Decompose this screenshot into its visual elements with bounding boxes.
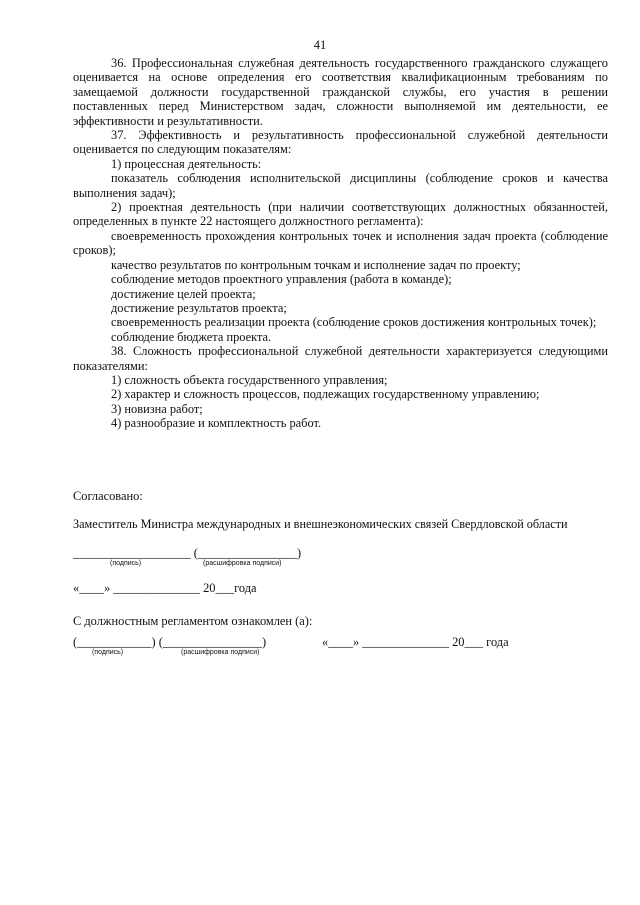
approver-position: Заместитель Министра международных и внешнеэкономических связей Свердловской области (73, 517, 568, 531)
paragraph: 36. Профессиональная служебная деятельность государственного гражданского служащего оценивается на основе определения его соответствия квалификационным требованиям по замещаемой должности государственной гражданской службы, его участия в решении поставленных перед Министерством задач, сложности выполняемой им деятельности, ее эффективности и результативности. (73, 56, 608, 128)
approver-sign-line: ___________________ (________________) (73, 546, 302, 560)
paragraph: своевременность прохождения контрольных точек и исполнения задач проекта (соблюдение сроков); (73, 228, 608, 258)
paragraph: качество результатов по контрольным точкам и исполнение задач по проекту; (111, 257, 521, 272)
document-body (73, 56, 608, 431)
paragraph: достижение результатов проекта; (111, 300, 287, 315)
paragraph: соблюдение бюджета проекта. (111, 329, 272, 344)
approver-decode-caption: (расшифровка подписи) (203, 560, 282, 567)
paragraph: 1) сложность объекта государственного управления; (111, 372, 388, 387)
acquainted-sign-line: (____________) (________________) (73, 635, 267, 649)
page-number: 41 (313, 38, 327, 52)
paragraph: 4) разнообразие и комплектность работ. (111, 416, 322, 431)
acquainted-sign-caption: (подпись) (92, 649, 124, 656)
acquainted-date-line: «____» ______________ 20___ года (322, 635, 509, 649)
paragraph: показатель соблюдения исполнительской дисциплины (соблюдение сроков и качества выполнения задач); (73, 171, 608, 200)
approver-sign-caption: (подпись) (110, 560, 142, 567)
paragraph: 38. Сложность профессиональной служебной деятельности характеризуется следующими показателями: (73, 344, 608, 373)
paragraph: 2) характер и сложность процессов, подлежащих государственному управлению; (111, 387, 540, 402)
paragraph: соблюдение методов проектного управления (работа в команде); (111, 272, 452, 287)
paragraph: 2) проектная деятельность (при наличии соответствующих должностных обязанностей, определенных в пункте 22 настоящего должностного регламента): (73, 200, 608, 229)
paragraph: 3) новизна работ; (111, 401, 203, 416)
acquainted-label: С должностным регламентом ознакомлен (а): (73, 614, 313, 628)
paragraph: 1) процессная деятельность: (111, 156, 262, 171)
paragraph: своевременность реализации проекта (соблюдение сроков достижения контрольных точек); (111, 315, 597, 330)
paragraph: 37. Эффективность и результативность профессиональной служебной деятельности оценивается по следующим показателям: (73, 128, 608, 157)
paragraph: достижение целей проекта; (111, 286, 256, 301)
acquainted-decode-caption: (расшифровка подписи) (181, 649, 260, 656)
agreed-label: Согласовано: (73, 489, 143, 503)
approver-date-line: «____» ______________ 20___года (73, 581, 257, 595)
